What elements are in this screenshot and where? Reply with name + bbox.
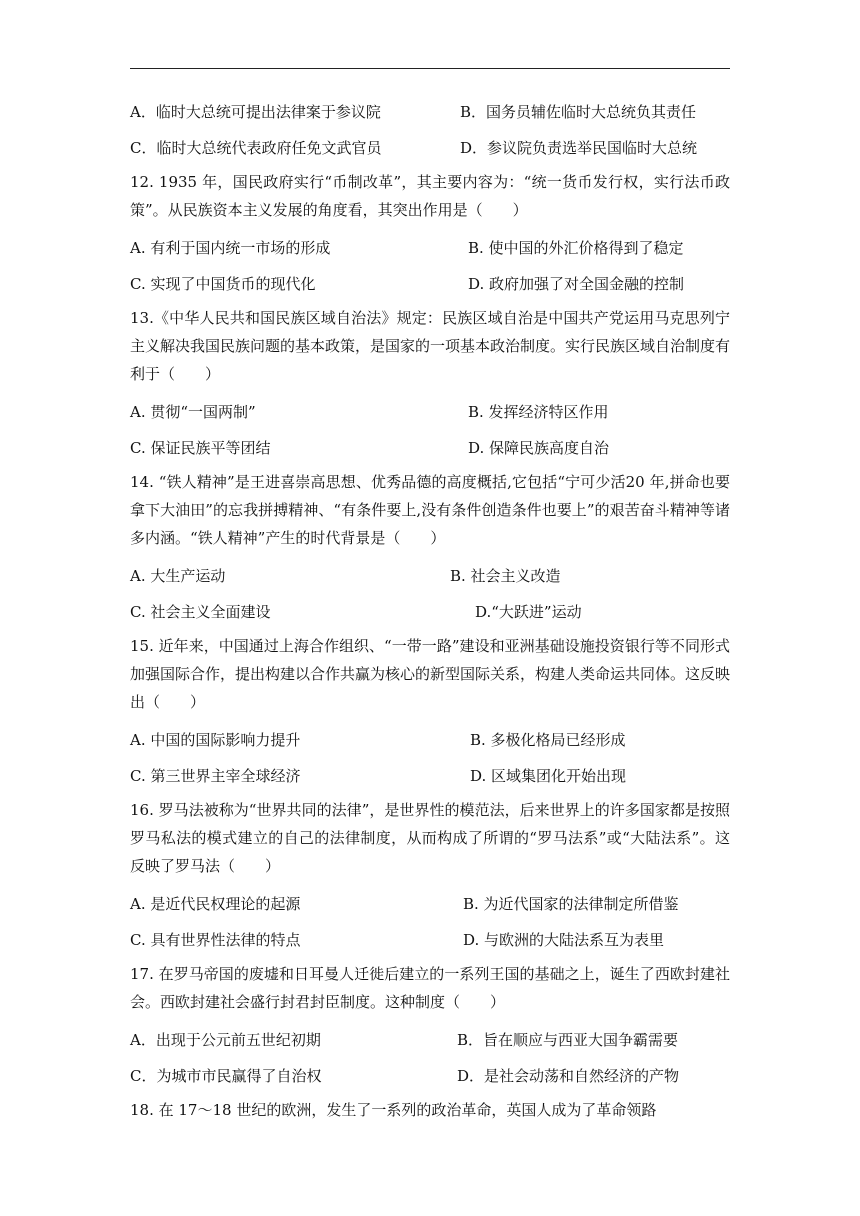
- q12-option-a[interactable]: A. 有利于国内统一市场的形成: [130, 239, 331, 257]
- q13-options-row-1: [130, 394, 730, 430]
- q11-option-a[interactable]: A．临时大总统可提出法律案于参议院: [130, 103, 381, 121]
- q11-option-b[interactable]: B．国务员辅佐临时大总统负其责任: [460, 103, 697, 121]
- q17-option-c[interactable]: C．为城市市民赢得了自治权: [130, 1067, 322, 1085]
- q15-stem: 15. 近年来，中国通过上海合作组织、“一带一路”建设和亚洲基础设施投资银行等不同形式加强国际合作，提出构建以合作共赢为核心的新型国际关系，构建人类命运共同体。这反映出（ ）: [130, 637, 731, 711]
- q17-stem: 17. 在罗马帝国的废墟和日耳曼人迁徙后建立的一系列王国的基础之上，诞生了西欧封建社会。西欧封建社会盛行封君封臣制度。这种制度（ ）: [130, 965, 730, 1011]
- q16-stem: 16. 罗马法被称为“世界共同的法律”，是世界性的模范法，后来世界上的许多国家都是按照罗马私法的模式建立的自己的法律制度，从而构成了所谓的“罗马法系”或“大陆法系”。这反映了罗马法（ ）: [130, 801, 730, 875]
- q16-option-c[interactable]: C. 具有世界性法律的特点: [130, 931, 301, 949]
- q17-option-a[interactable]: A．出现于公元前五世纪初期: [130, 1031, 321, 1049]
- q12-option-d[interactable]: D. 政府加强了对全国金融的控制: [468, 275, 685, 293]
- header-rule: [130, 68, 730, 69]
- q15-option-c[interactable]: C. 第三世界主宰全球经济: [130, 767, 301, 785]
- q13-option-b[interactable]: B. 发挥经济特区作用: [468, 403, 609, 421]
- q15-option-d[interactable]: D. 区域集团化开始出现: [470, 767, 627, 785]
- q16-options-row-2: [130, 922, 730, 958]
- q15-option-a[interactable]: A. 中国的国际影响力提升: [130, 731, 301, 749]
- q14-options-row-1: [130, 558, 730, 594]
- q11-options-row-1: [130, 94, 730, 130]
- q13-stem: 13.《中华人民共和国民族区域自治法》规定：民族区域自治是中国共产党运用马克思列宁主义解决我国民族问题的基本政策，是国家的一项基本政治制度。实行民族区域自治制度有利于（ ）: [130, 309, 731, 383]
- q11-option-d[interactable]: D．参议院负责选举民国临时大总统: [460, 139, 698, 157]
- q14-options-row-2: [130, 594, 730, 630]
- q16-option-a[interactable]: A. 是近代民权理论的起源: [130, 895, 301, 913]
- q16-options-row-1: [130, 886, 730, 922]
- q13-options-row-2: [130, 430, 730, 466]
- q14-option-b[interactable]: B. 社会主义改造: [450, 567, 561, 585]
- q13-option-d[interactable]: D. 保障民族高度自治: [468, 439, 610, 457]
- q12-option-c[interactable]: C. 实现了中国货币的现代化: [130, 275, 316, 293]
- question-list: [130, 94, 730, 1130]
- q13-option-a[interactable]: A. 贯彻“一国两制”: [130, 403, 256, 421]
- q12-options-row-2: [130, 266, 730, 302]
- q14-option-c[interactable]: C. 社会主义全面建设: [130, 603, 271, 621]
- q13-option-c[interactable]: C. 保证民族平等团结: [130, 439, 271, 457]
- q14-option-d[interactable]: D.“大跃进”运动: [475, 603, 582, 621]
- q16-option-b[interactable]: B. 为近代国家的法律制定所借鉴: [463, 895, 679, 913]
- q16-option-d[interactable]: D. 与欧洲的大陆法系互为表里: [463, 931, 665, 949]
- q17-option-b[interactable]: B．旨在顺应与西亚大国争霸需要: [457, 1031, 679, 1049]
- q18-stem: 18. 在 17～18 世纪的欧洲，发生了一系列的政治革命，英国人成为了革命领路: [130, 1101, 657, 1119]
- q12-option-b[interactable]: B. 使中国的外汇价格得到了稳定: [468, 239, 684, 257]
- q12-stem: 12. 1935 年，国民政府实行“币制改革”，其主要内容为：“统一货币发行权，实行法币政策”。从民族资本主义发展的角度看，其突出作用是（ ）: [130, 173, 730, 219]
- q11-option-c[interactable]: C．临时大总统代表政府任免文武官员: [130, 139, 382, 157]
- q12-options-row-1: [130, 230, 730, 266]
- q17-options-row-1: [130, 1022, 730, 1058]
- q11-options-row-2: [130, 130, 730, 166]
- q14-stem: 14. “铁人精神”是王进喜崇高思想、优秀品德的高度概括,它包括“宁可少活20 年,拼命也要拿下大油田”的忘我拼搏精神、“有条件要上,没有条件创造条件也要上”的艰苦奋斗精神等诸多内涵。“铁人精神”产生的时代背景是（ ）: [130, 473, 730, 547]
- q17-option-d[interactable]: D．是社会动荡和自然经济的产物: [457, 1067, 680, 1085]
- q17-options-row-2: [130, 1058, 730, 1094]
- q15-options-row-2: [130, 758, 730, 794]
- q15-option-b[interactable]: B. 多极化格局已经形成: [470, 731, 626, 749]
- q15-options-row-1: [130, 722, 730, 758]
- q14-option-a[interactable]: A. 大生产运动: [130, 567, 226, 585]
